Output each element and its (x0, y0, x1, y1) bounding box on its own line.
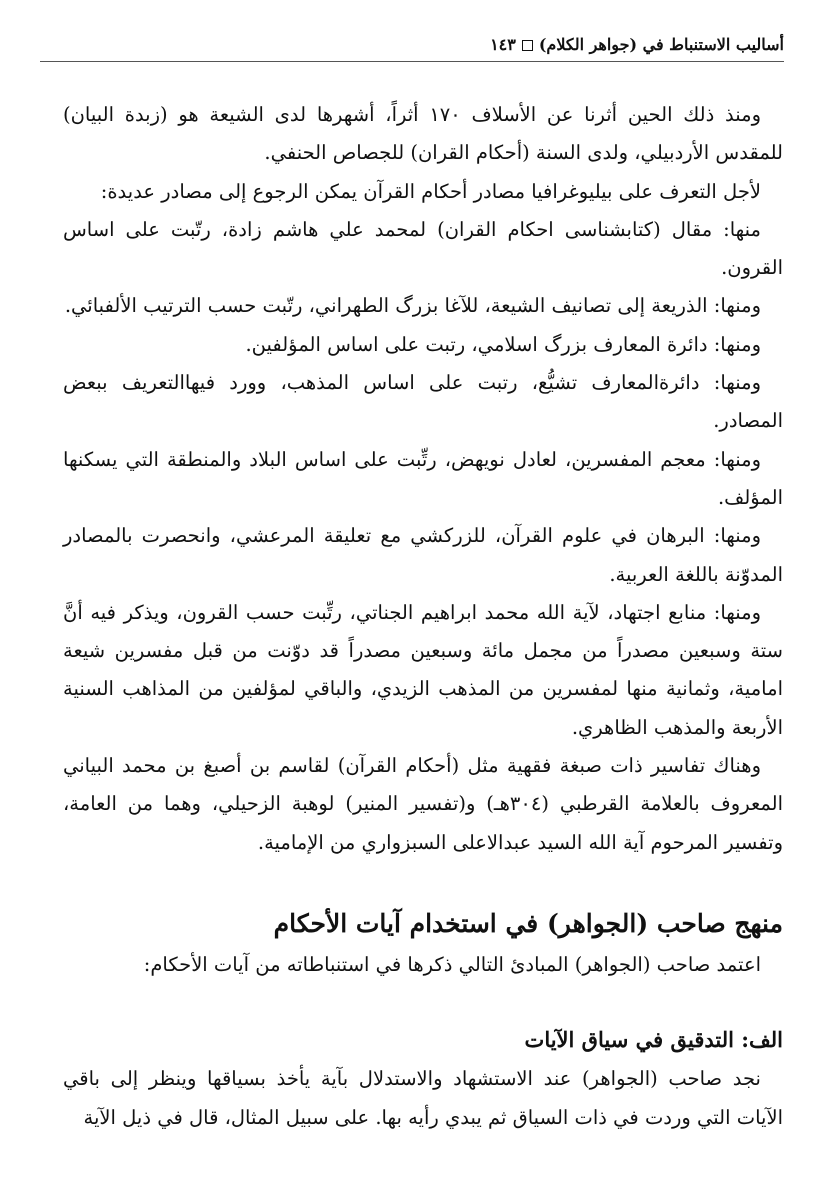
running-header (40, 32, 784, 62)
paragraph: منها: مقال (كتابشناسى احكام القران) لمحمد علي هاشم زادة، رتّبت على اساس القرون. (63, 217, 783, 280)
section-intro: اعتمد صاحب (الجواهر) المبادئ التالي ذكرها في استنباطاته من آيات الأحكام: (143, 952, 761, 976)
paragraph: وهناك تفاسير ذات صبغة فقهية مثل (أحكام القرآن) لقاسم بن أصبغ بن محمد البياني المعروف بالعلامة القرطبي (٣٠٤هـ) و(تفسير المنير) لوهبة الزحيلي، وهما من العامة، وتفسير المرحوم آية الله السيد عبدالاعلى السبزواري من الإمامية. (63, 754, 783, 854)
square-separator-icon (522, 40, 533, 51)
paragraph: ومنها: منابع اجتهاد، لآية الله محمد ابراهيم الجناتي، رتِّبت حسب القرون، ويذكر فيه أنَّ ستة وسبعين مصدراً من مجمل مائة وسبعين مصدراً قد دوّنت من قبل مفسرين شيعة امامية، وثمانية منها لمفسرين من المذهب الزيدي، والباقي لمؤلفين من المذاهب السنية الأربعة والمذهب الظاهري. (63, 600, 783, 739)
section-heading: منهج صاحب (الجواهر) في استخدام آيات الأحكام (273, 908, 783, 938)
header-title: أساليب الاستنباط في (جواهر الكلام) (538, 35, 784, 54)
paragraph: ومنها: الذريعة إلى تصانيف الشيعة، للآغا بزرگ الطهراني، رتّبت حسب الترتيب الألفبائي. (64, 294, 761, 318)
subsection-text: نجد صاحب (الجواهر) عند الاستشهاد والاستدلال بآية يأخذ بسياقها وينظر إلى باقي الآيات التي وردت في ذات السياق ثم يبدي رأيه بها. على سبيل المثال، قال في ذيل الآية (63, 1067, 783, 1129)
paragraph: ومنها: معجم المفسرين، لعادل نويهض، رتِّبت على اساس البلاد والمنطقة التي يسكنها المؤلف. (63, 447, 783, 509)
subsection-heading: الف: التدقيق في سياق الآيات (524, 1027, 783, 1053)
page-number: ١٤٣ (490, 35, 516, 54)
paragraph: ومنها: دائرةالمعارف تشيُّع، رتبت على اساس المذهب، وورد فيهاالتعريف ببعض المصادر. (63, 371, 783, 433)
paragraph: لأجل التعرف على بيليوغرافيا مصادر أحكام القرآن يمكن الرجوع إلى مصادر عديدة: (100, 179, 761, 203)
paragraph: ومنها: دائرة المعارف بزرگ اسلامي، رتبت على اساس المؤلفين. (245, 332, 761, 356)
page-body (63, 96, 783, 1137)
paragraph: ومنها: البرهان في علوم القرآن، للزركشي مع تعليقة المرعشي، وانحصرت بالمصادر المدوّنة باللغة العربية. (63, 524, 783, 586)
paragraph: ومنذ ذلك الحين أثرنا عن الأسلاف ١٧٠ أثراً، أشهرها لدى الشيعة هو (زبدة البيان) للمقدس الأردبيلي، ولدى السنة (أحكام القران) للجصاص الحنفي. (63, 103, 783, 165)
